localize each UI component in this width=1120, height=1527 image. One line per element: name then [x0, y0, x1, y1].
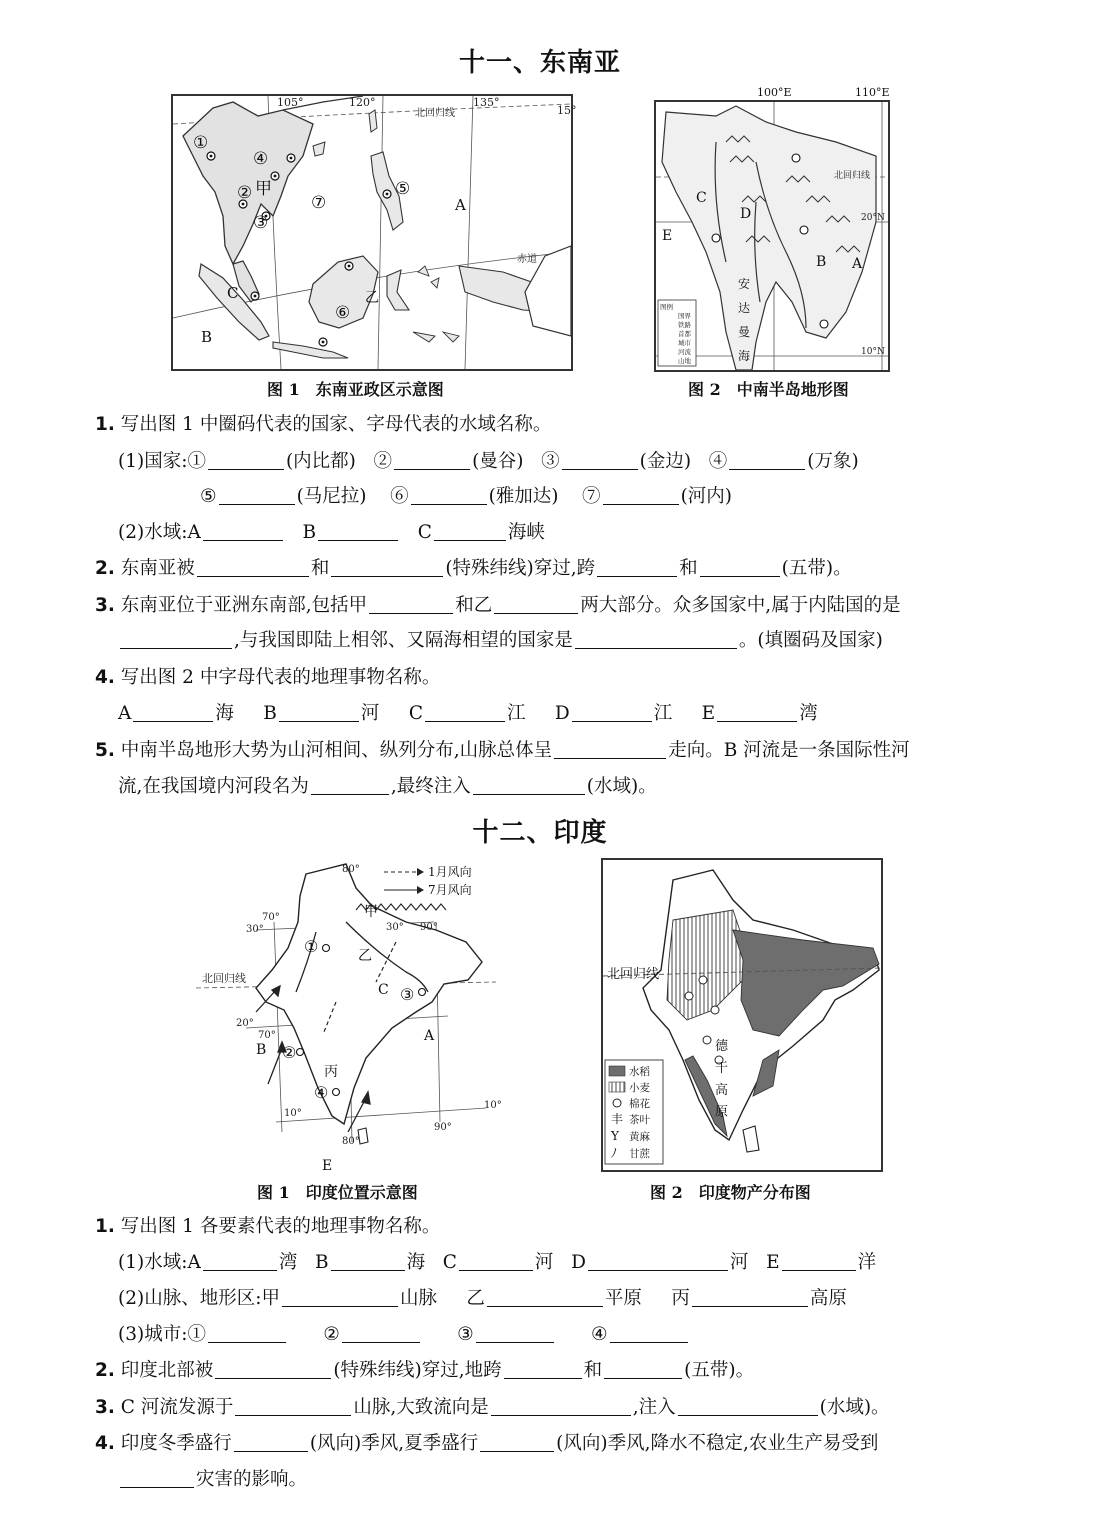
andaman-3: 曼 [738, 325, 751, 339]
india-location-map [196, 852, 502, 1174]
legend-city: 城市 [678, 339, 691, 347]
india-lon90b: 90° [434, 1122, 452, 1133]
legend-cotton: 棉花 [629, 1098, 650, 1110]
blank[interactable] [459, 1252, 533, 1271]
s2-q1a: (1)水域:A 湾 B 海 C 河 D 河 E 洋 [118, 1252, 877, 1273]
city-1: ① [304, 937, 319, 956]
blank[interactable] [203, 522, 283, 541]
blank[interactable] [234, 1433, 308, 1452]
equator-label: 赤道 [517, 254, 537, 265]
label-C-river: C [378, 982, 389, 998]
blank[interactable] [208, 451, 284, 470]
label-E: E [662, 228, 673, 244]
products-tropic-label: 北回归线 [607, 967, 660, 982]
blank[interactable] [394, 451, 470, 470]
andaman-1: 安 [738, 277, 751, 291]
country-1-label: ① [193, 133, 209, 153]
city-2: ② [282, 1043, 297, 1062]
blank[interactable] [219, 486, 295, 505]
s2-q4: 4. 印度冬季盛行 (风向)季风,夏季盛行 (风向)季风,降水不稳定,农业生产易受到 [95, 1433, 879, 1454]
tropic-label-2: 北回归线 [834, 171, 871, 181]
blank[interactable] [678, 1397, 818, 1416]
legend-river: 河流 [678, 348, 691, 356]
s2-q1c: (3)城市:① ② ③ ④ [118, 1323, 1038, 1347]
indochina-terrain-map [654, 100, 890, 372]
lon-120-label: 120° [349, 96, 376, 109]
india-lon90: 90° [420, 922, 438, 933]
s1-q1b: ⑤ (马尼拉) ⑥ (雅加达) ⑦ (河内) [200, 486, 732, 507]
blank[interactable] [717, 703, 797, 722]
legend-tea: 茶叶 [629, 1114, 650, 1126]
legend-jul: 7月风向 [428, 883, 472, 897]
tropic-label: 北回归线 [415, 108, 455, 119]
jia-label: 甲 [255, 179, 272, 199]
india-lon80: 80° [342, 864, 360, 875]
fig2-caption: 图 2 中南半岛地形图 [688, 380, 849, 399]
india-lat30b: 30° [386, 922, 404, 933]
blank[interactable] [473, 776, 585, 795]
blank[interactable] [331, 558, 443, 577]
country-5-label: ⑤ [395, 179, 411, 199]
legend-border: 国界 [678, 312, 691, 320]
city-3: ③ [400, 985, 415, 1004]
blank[interactable] [572, 703, 652, 722]
lat-10n: 10°N [861, 347, 885, 357]
blank[interactable] [133, 703, 213, 722]
sugarcane-icon: ﾉ [611, 1146, 618, 1160]
label-E-ocean: E [322, 1158, 333, 1174]
deccan-4: 原 [715, 1105, 729, 1120]
legend-railway: 铁路 [678, 321, 691, 329]
s1-q1: 1. 写出图 1 中圈码代表的国家、字母代表的水域名称。 [95, 414, 552, 435]
label-A: A [852, 256, 863, 272]
s2-q1: 1. 写出图 1 各要素代表的地理事物名称。 [95, 1216, 441, 1237]
andaman-2: 达 [738, 301, 751, 315]
india-tropic-label: 北回归线 [202, 972, 246, 985]
blank[interactable] [575, 630, 737, 649]
blank[interactable] [425, 703, 505, 722]
legend-capital: 首都 [678, 330, 691, 338]
blank[interactable] [215, 1360, 331, 1379]
country-4-label: ④ [253, 149, 269, 169]
legend-jute: 黄麻 [629, 1131, 650, 1143]
lon-135-label: 135° [473, 96, 500, 109]
blank[interactable] [369, 595, 453, 614]
legend-wheat: 小麦 [629, 1082, 650, 1094]
blank[interactable] [494, 595, 578, 614]
water-b-label: B [201, 328, 213, 346]
label-B-sea: B [256, 1042, 267, 1058]
s2-q3: 3. C 河流发源于 山脉,大致流向是 ,注入 (水域)。 [95, 1397, 890, 1418]
india-lat30: 30° [246, 924, 264, 935]
andaman-4: 海 [738, 349, 751, 363]
fig2-lon110: 110°E [855, 86, 890, 99]
s1-q4b: A 海 B 河 C 江 D 江 E 湾 [118, 703, 818, 724]
blank[interactable] [342, 1324, 420, 1343]
s2-q4b: 灾害的影响。 [118, 1468, 1038, 1492]
blank[interactable] [279, 703, 359, 722]
lat-20n: 20°N [861, 213, 885, 223]
blank[interactable] [318, 522, 398, 541]
country-6-label: ⑥ [335, 303, 351, 323]
blank[interactable] [692, 1288, 808, 1307]
india-lon70: 70° [262, 912, 280, 923]
legend-sugarcane: 甘蔗 [629, 1148, 650, 1160]
blank[interactable] [782, 1252, 856, 1271]
deccan-2: 干 [715, 1061, 729, 1076]
blank[interactable] [476, 1324, 554, 1343]
blank[interactable] [411, 486, 487, 505]
tea-icon: 丰 [611, 1112, 624, 1126]
water-a-label: A [455, 196, 466, 214]
label-bing: 丙 [324, 1064, 338, 1080]
blank[interactable] [120, 630, 232, 649]
india-fig2-caption: 图 2 印度物产分布图 [650, 1183, 811, 1202]
label-jia: 甲 [364, 904, 378, 920]
blank[interactable] [610, 1324, 688, 1343]
legend-rice: 水稻 [629, 1066, 650, 1078]
s1-q4: 4. 写出图 2 中字母代表的地理事物名称。 [95, 667, 441, 688]
blank[interactable] [311, 776, 389, 795]
india-lon80b: 80° [342, 1136, 360, 1147]
country-3-label: ③ [253, 213, 269, 233]
fig2-lon100: 100°E [757, 86, 792, 99]
label-A-bay: A [424, 1028, 435, 1044]
india-lat10b: 10° [484, 1100, 502, 1111]
deccan-1: 德 [715, 1039, 729, 1054]
country-7-label: ⑦ [311, 193, 327, 213]
s1-q2: 2. 东南亚被 和 (特殊纬线)穿过,跨 和 (五带)。 [95, 558, 852, 579]
blank[interactable] [434, 522, 506, 541]
blank[interactable] [480, 1433, 554, 1452]
blank[interactable] [491, 1397, 631, 1416]
city-4: ④ [314, 1083, 329, 1102]
s1-q1a: (1)国家:① (内比都) ② (曼谷) ③ (金边) ④ (万象) [118, 451, 859, 472]
legend-mountain: 山地 [678, 357, 691, 365]
country-2-label: ② [237, 183, 253, 203]
s1-q3b: ,与我国即陆上相邻、又隔海相望的国家是 。(填圈码及国家) [118, 629, 1038, 653]
water-c-label: C [227, 284, 239, 302]
label-B: B [816, 254, 827, 270]
label-D: D [740, 206, 752, 222]
india-lat20: 20° [236, 1018, 254, 1029]
s1-q3: 3. 东南亚位于亚洲东南部,包括甲 和乙 两大部分。众多国家中,属于内陆国的是 [95, 595, 901, 616]
blank[interactable] [554, 740, 666, 759]
india-products-map [601, 858, 883, 1172]
s2-q2: 2. 印度北部被 (特殊纬线)穿过,地跨 和 (五带)。 [95, 1360, 755, 1381]
blank[interactable] [604, 1360, 682, 1379]
jute-icon: Y [611, 1129, 619, 1143]
deccan-3: 高 [715, 1083, 729, 1098]
blank[interactable] [197, 558, 309, 577]
legend-title: 图例 [660, 303, 673, 311]
label-yi: 乙 [358, 948, 372, 964]
blank[interactable] [562, 451, 638, 470]
blank[interactable] [282, 1288, 398, 1307]
india-lon70b: 70° [258, 1030, 276, 1041]
blank[interactable] [208, 1324, 286, 1343]
blank[interactable] [700, 558, 780, 577]
s2-q1b: (2)山脉、地形区:甲 山脉 乙 平原 丙 高原 [118, 1288, 847, 1309]
lon-105-label: 105° [277, 96, 304, 109]
india-lat10: 10° [284, 1108, 302, 1119]
blank[interactable] [487, 1288, 603, 1307]
blank[interactable] [331, 1252, 405, 1271]
lat-15-label: 15° [557, 104, 577, 117]
india-fig1-caption: 图 1 印度位置示意图 [257, 1183, 418, 1202]
section1-title: 十一、东南亚 [458, 48, 621, 78]
s1-q5b: 流,在我国境内河段名为 ,最终注入 (水域)。 [118, 776, 657, 797]
section2-title: 十二、印度 [472, 818, 608, 848]
blank[interactable] [120, 1469, 194, 1488]
blank[interactable] [729, 451, 805, 470]
blank[interactable] [603, 486, 679, 505]
yi-label: 乙 [365, 290, 379, 306]
s1-q5: 5. 中南半岛地形大势为山河相间、纵列分布,山脉总体呈 走向。B 河流是一条国际性河 [95, 740, 910, 761]
sea-political-map [171, 94, 577, 371]
blank[interactable] [504, 1360, 582, 1379]
s1-q1c: (2)水域:A B C 海峡 [118, 522, 545, 543]
blank[interactable] [597, 558, 677, 577]
blank[interactable] [588, 1252, 728, 1271]
legend-jan: 1月风向 [428, 865, 472, 879]
label-C: C [696, 190, 707, 206]
fig1-caption: 图 1 东南亚政区示意图 [267, 380, 444, 399]
blank[interactable] [203, 1252, 277, 1271]
blank[interactable] [235, 1397, 351, 1416]
